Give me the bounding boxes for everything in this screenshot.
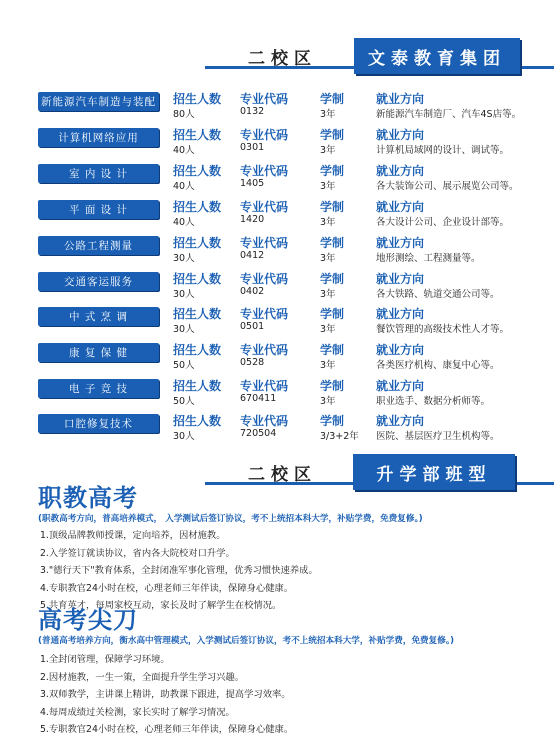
enroll-value: 30人 bbox=[173, 324, 195, 335]
feature-item: 2.因材施教，一生一策，全面提升学生学习兴趣。 bbox=[40, 671, 245, 683]
years-value: 3年 bbox=[320, 109, 336, 120]
years-value: 3年 bbox=[320, 217, 336, 228]
enroll-header: 招生人数 bbox=[173, 379, 222, 393]
enroll-value: 80人 bbox=[173, 109, 195, 120]
jobs-header: 就业方向 bbox=[376, 164, 425, 178]
code-header: 专业代码 bbox=[240, 92, 289, 106]
jobs-header: 就业方向 bbox=[376, 236, 425, 250]
jobs-header: 就业方向 bbox=[376, 343, 425, 357]
years-header: 学制 bbox=[320, 200, 345, 214]
feature-item: 1.顶级品牌教师授课，定向培养，因材施教。 bbox=[40, 530, 226, 541]
program-name-tag: 新能源汽车制造与装配 bbox=[38, 92, 159, 111]
feature-list-gaokao bbox=[40, 651, 293, 739]
program-row bbox=[0, 377, 554, 407]
enroll-header: 招生人数 bbox=[173, 343, 222, 357]
feature-item: 3.双师教学，主讲课上精讲，助教课下跟进，提高学习效率。 bbox=[40, 689, 291, 700]
division-banner: 升学部班型 bbox=[353, 454, 515, 490]
code-value: 0301 bbox=[240, 142, 265, 153]
jobs-value: 各类医疗机构、康复中心等。 bbox=[376, 360, 500, 371]
years-header: 学制 bbox=[320, 414, 345, 428]
years-value: 3年 bbox=[320, 360, 336, 371]
code-header: 专业代码 bbox=[240, 379, 289, 393]
code-value: 0412 bbox=[240, 250, 265, 261]
code-header: 专业代码 bbox=[240, 414, 289, 428]
code-header: 专业代码 bbox=[240, 164, 289, 178]
code-value: 0501 bbox=[240, 321, 265, 332]
feature-item: 4.每周成绩过关检测，家长实时了解学习情况。 bbox=[40, 706, 235, 718]
feature-item: 5.专职教官24小时在校，心理老师三年伴读，保障身心健康。 bbox=[40, 724, 294, 735]
jobs-value: 各大装饰公司、展示展览公司等。 bbox=[376, 181, 519, 192]
feature-item: 3."德行天下"教育体系，全封闭准军事化管理，优秀习惯快速养成。 bbox=[40, 565, 318, 576]
jobs-header: 就业方向 bbox=[376, 200, 425, 214]
enroll-value: 50人 bbox=[173, 360, 195, 371]
years-value: 3年 bbox=[320, 289, 336, 300]
section-title-vocational: 职教高考 bbox=[38, 484, 138, 512]
enroll-header: 招生人数 bbox=[173, 272, 222, 286]
enroll-value: 50人 bbox=[173, 396, 195, 407]
code-header: 专业代码 bbox=[240, 128, 289, 142]
program-row bbox=[0, 341, 554, 371]
jobs-value: 各大铁路、轨道交通公司等。 bbox=[376, 289, 500, 300]
enroll-header: 招生人数 bbox=[173, 236, 222, 250]
years-header: 学制 bbox=[320, 236, 345, 250]
years-header: 学制 bbox=[320, 128, 345, 142]
program-row bbox=[0, 162, 554, 192]
years-header: 学制 bbox=[320, 379, 345, 393]
code-value: 1405 bbox=[240, 178, 265, 189]
enroll-value: 40人 bbox=[173, 181, 195, 192]
feature-item: 2.入学签订就读协议，省内各大院校对口升学。 bbox=[40, 547, 235, 559]
code-value: 0528 bbox=[240, 357, 265, 368]
campus-label: 二校区 bbox=[248, 465, 317, 485]
program-name-tag: 中 式 烹 调 bbox=[38, 307, 159, 326]
section-subtitle-vocational: (职教高考方向，普高培养模式， 入学测试后签订协议，考不上统招本科大学，补贴学费，免费复修。) bbox=[38, 514, 423, 524]
jobs-header: 就业方向 bbox=[376, 414, 425, 428]
jobs-header: 就业方向 bbox=[376, 128, 425, 142]
program-row bbox=[0, 270, 554, 300]
enroll-header: 招生人数 bbox=[173, 200, 222, 214]
program-name-tag: 交通客运服务 bbox=[38, 272, 159, 291]
group-name-banner: 文泰教育集团 bbox=[354, 38, 520, 74]
enroll-header: 招生人数 bbox=[173, 128, 222, 142]
jobs-value: 各大设计公司、企业设计部等。 bbox=[376, 217, 510, 228]
section-subtitle-gaokao: (普通高考培养方向，衡水高中管理模式，入学测试后签订协议，考不上统招本科大学，补贴学费，免费复修。) bbox=[38, 636, 455, 646]
program-name-tag: 口腔修复技术 bbox=[38, 414, 159, 433]
jobs-value: 职业选手、数据分析师等。 bbox=[376, 396, 491, 407]
enroll-value: 30人 bbox=[173, 431, 195, 442]
program-name-tag: 室 内 设 计 bbox=[38, 164, 159, 183]
code-value: 670411 bbox=[240, 393, 277, 404]
enroll-header: 招生人数 bbox=[173, 414, 222, 428]
code-value: 720504 bbox=[240, 428, 277, 439]
enroll-header: 招生人数 bbox=[173, 92, 222, 106]
section-title-gaokao: 高考尖刀 bbox=[38, 606, 138, 634]
code-header: 专业代码 bbox=[240, 236, 289, 250]
jobs-value: 新能源汽车制造厂、汽车4S店等。 bbox=[376, 109, 522, 120]
program-name-tag: 平 面 设 计 bbox=[38, 200, 159, 219]
enroll-value: 40人 bbox=[173, 145, 195, 156]
program-row bbox=[0, 198, 554, 228]
program-name-tag: 电 子 竞 技 bbox=[38, 379, 159, 398]
enroll-header: 招生人数 bbox=[173, 164, 222, 178]
program-name-tag: 公路工程测量 bbox=[38, 236, 159, 255]
program-name-tag: 计算机网络应用 bbox=[38, 128, 159, 147]
years-header: 学制 bbox=[320, 272, 345, 286]
jobs-header: 就业方向 bbox=[376, 272, 425, 286]
enroll-value: 40人 bbox=[173, 217, 195, 228]
code-value: 0132 bbox=[240, 106, 265, 117]
program-row bbox=[0, 305, 554, 335]
feature-item: 4.专职教官24小时在校，心理老师三年伴读，保障身心健康。 bbox=[40, 582, 294, 594]
jobs-value: 医院、基层医疗卫生机构等。 bbox=[376, 431, 500, 442]
code-header: 专业代码 bbox=[240, 307, 289, 321]
years-header: 学制 bbox=[320, 307, 345, 321]
code-header: 专业代码 bbox=[240, 200, 289, 214]
years-value: 3年 bbox=[320, 324, 336, 335]
jobs-header: 就业方向 bbox=[376, 307, 425, 321]
jobs-header: 就业方向 bbox=[376, 379, 425, 393]
code-header: 专业代码 bbox=[240, 272, 289, 286]
feature-item: 5.共育英才，每周家校互动，家长及时了解学生在校情况。 bbox=[40, 600, 282, 611]
program-row bbox=[0, 90, 554, 120]
years-header: 学制 bbox=[320, 164, 345, 178]
jobs-value: 餐饮管理的高级技术性人才等。 bbox=[376, 324, 510, 335]
program-row bbox=[0, 126, 554, 156]
years-value: 3年 bbox=[320, 181, 336, 192]
years-header: 学制 bbox=[320, 92, 345, 106]
jobs-header: 就业方向 bbox=[376, 92, 425, 106]
program-row bbox=[0, 412, 554, 442]
program-name-tag: 康 复 保 健 bbox=[38, 343, 159, 362]
code-value: 1420 bbox=[240, 214, 265, 225]
campus-header bbox=[0, 38, 554, 78]
enroll-value: 30人 bbox=[173, 253, 195, 264]
years-value: 3年 bbox=[320, 253, 336, 264]
code-value: 0402 bbox=[240, 286, 265, 297]
enroll-value: 30人 bbox=[173, 289, 195, 300]
years-header: 学制 bbox=[320, 343, 345, 357]
code-header: 专业代码 bbox=[240, 343, 289, 357]
jobs-value: 地形测绘、工程测量等。 bbox=[376, 253, 481, 264]
years-value: 3年 bbox=[320, 396, 336, 407]
feature-item: 1.全封闭管理，保障学习环境。 bbox=[40, 654, 170, 665]
years-value: 3年 bbox=[320, 145, 336, 156]
jobs-value: 计算机局域网的设计、调试等。 bbox=[376, 145, 510, 156]
years-value: 3/3+2年 bbox=[320, 431, 359, 442]
enroll-header: 招生人数 bbox=[173, 307, 222, 321]
campus-label: 二校区 bbox=[248, 49, 317, 69]
program-row bbox=[0, 234, 554, 264]
